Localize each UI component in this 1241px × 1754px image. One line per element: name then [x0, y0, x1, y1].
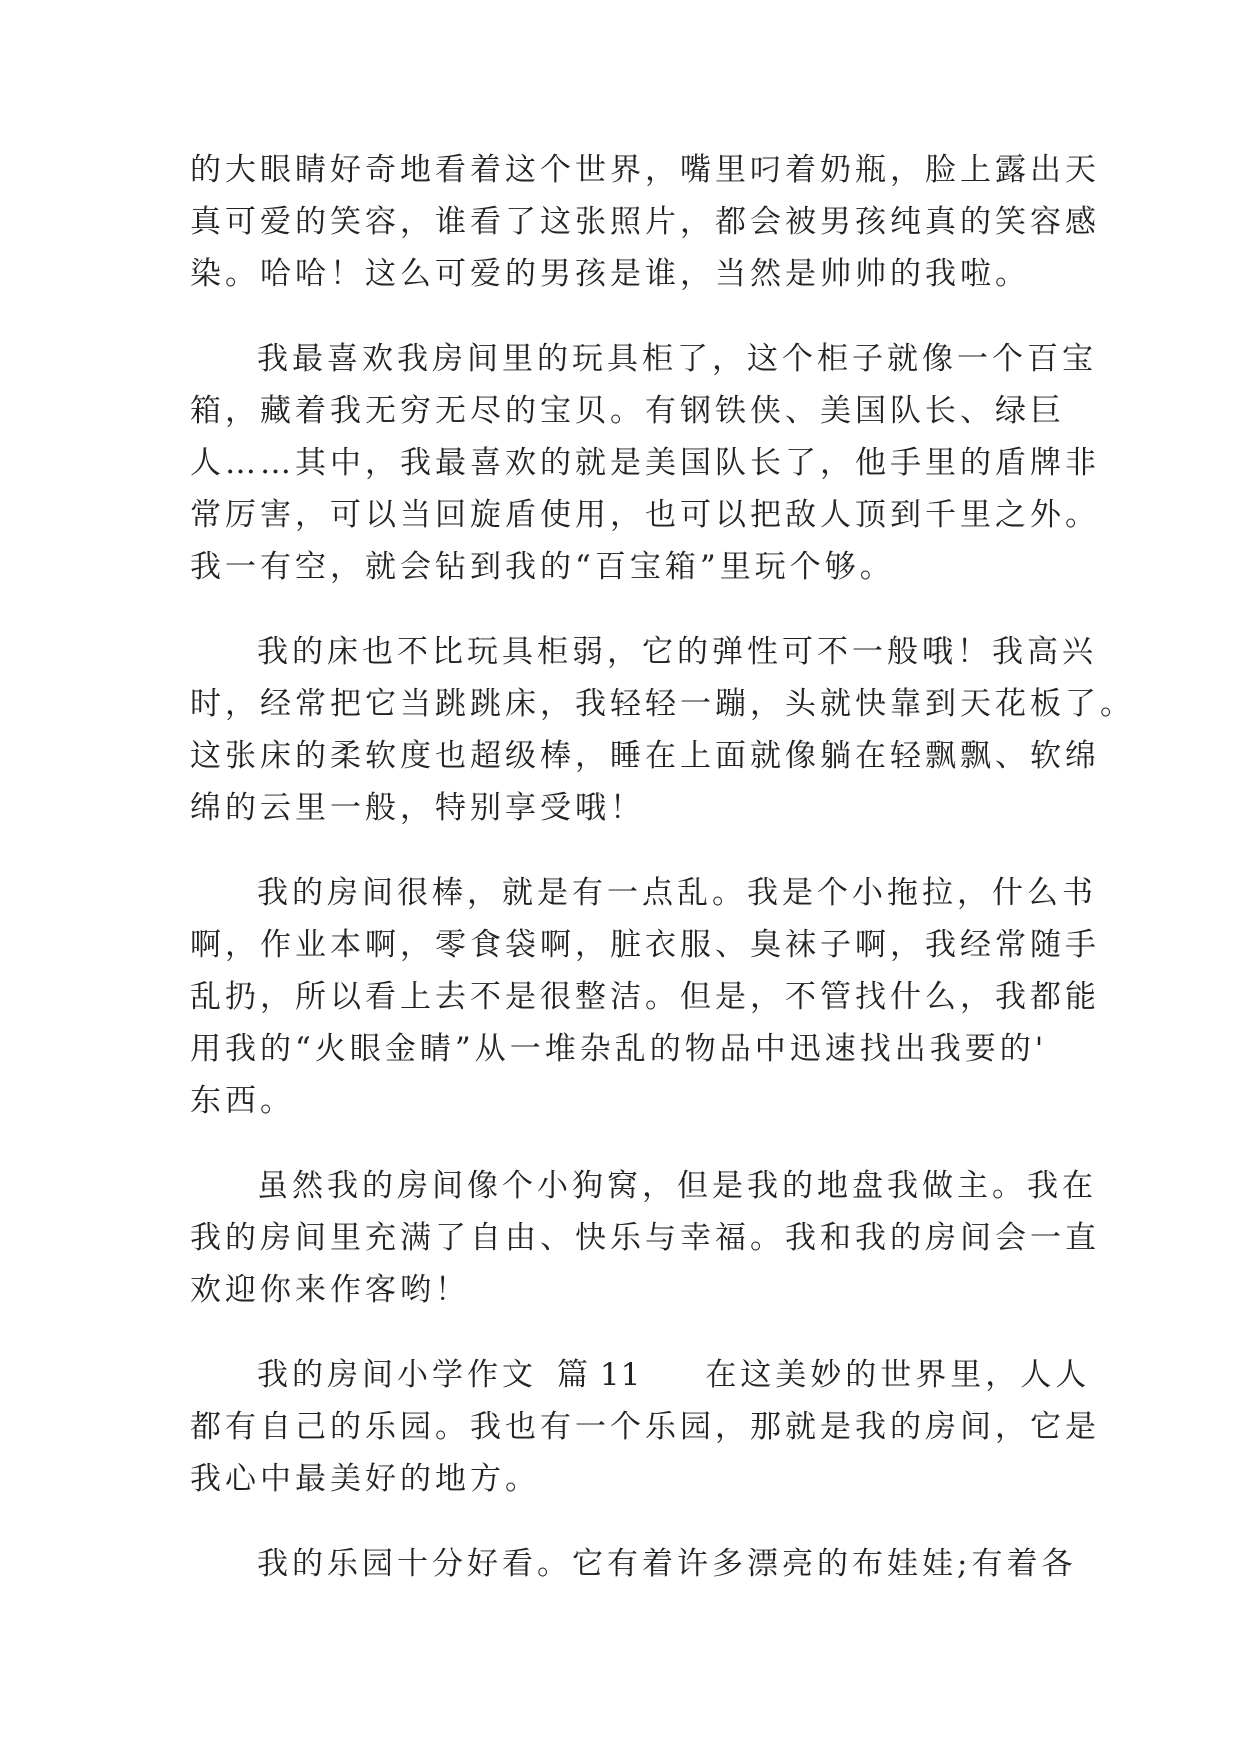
text-line: 时，经常把它当跳跳床，我轻轻一蹦，头就快靠到天花板了。	[190, 686, 1135, 722]
paragraph-first-line: 我的床也不比玩具柜弱，它的弹性可不一般哦！我高兴	[257, 634, 1097, 670]
text-line: 染。哈哈！这么可爱的男孩是谁，当然是帅帅的我啦。	[190, 256, 1030, 292]
text-line: 的大眼睛好奇地看着这个世界，嘴里叼着奶瓶，脸上露出天	[190, 152, 1100, 188]
text-line: 都有自己的乐园。我也有一个乐园，那就是我的房间，它是	[190, 1409, 1100, 1445]
text-line: 人……其中，我最喜欢的就是美国队长了，他手里的盾牌非	[190, 445, 1100, 481]
text-line: 箱，藏着我无穷无尽的宝贝。有钢铁侠、美国队长、绿巨	[190, 393, 1065, 429]
paragraph-first-line: 虽然我的房间像个小狗窝，但是我的地盘我做主。我在	[257, 1168, 1097, 1204]
text-line: 这张床的柔软度也超级棒，睡在上面就像躺在轻飘飘、软绵	[190, 738, 1100, 774]
paragraph-first-line: 我最喜欢我房间里的玩具柜了，这个柜子就像一个百宝	[257, 341, 1097, 377]
paragraph-first-line: 我的房间很棒，就是有一点乱。我是个小拖拉，什么书	[257, 875, 1097, 911]
paragraph-first-line: 我的乐园十分好看。它有着许多漂亮的布娃娃;有着各	[257, 1546, 1077, 1582]
text-line: 绵的云里一般，特别享受哦！	[190, 790, 645, 826]
essay-number: 篇 11	[557, 1357, 642, 1393]
essay-opening-text: 在这美妙的世界里，人人	[705, 1357, 1091, 1393]
text-line: 东西。	[190, 1083, 295, 1119]
essay-heading-line	[257, 1355, 1091, 1395]
text-line: 我心中最美好的地方。	[190, 1461, 540, 1497]
text-line: 乱扔，所以看上去不是很整洁。但是，不管找什么，我都能	[190, 979, 1100, 1015]
text-line: 我一有空，就会钻到我的“百宝箱”里玩个够。	[190, 549, 895, 585]
text-line: 我的房间里充满了自由、快乐与幸福。我和我的房间会一直	[190, 1220, 1100, 1256]
essay-title: 我的房间小学作文	[257, 1357, 537, 1393]
text-line: 真可爱的笑容，谁看了这张照片，都会被男孩纯真的笑容感	[190, 204, 1100, 240]
text-line: 常厉害，可以当回旋盾使用，也可以把敌人顶到千里之外。	[190, 497, 1100, 533]
text-line: 啊，作业本啊，零食袋啊，脏衣服、臭袜子啊，我经常随手	[190, 927, 1100, 963]
text-line: 欢迎你来作客哟！	[190, 1272, 470, 1308]
text-line: 用我的“火眼金睛”从一堆杂乱的物品中迅速找出我要的'	[190, 1031, 1048, 1067]
